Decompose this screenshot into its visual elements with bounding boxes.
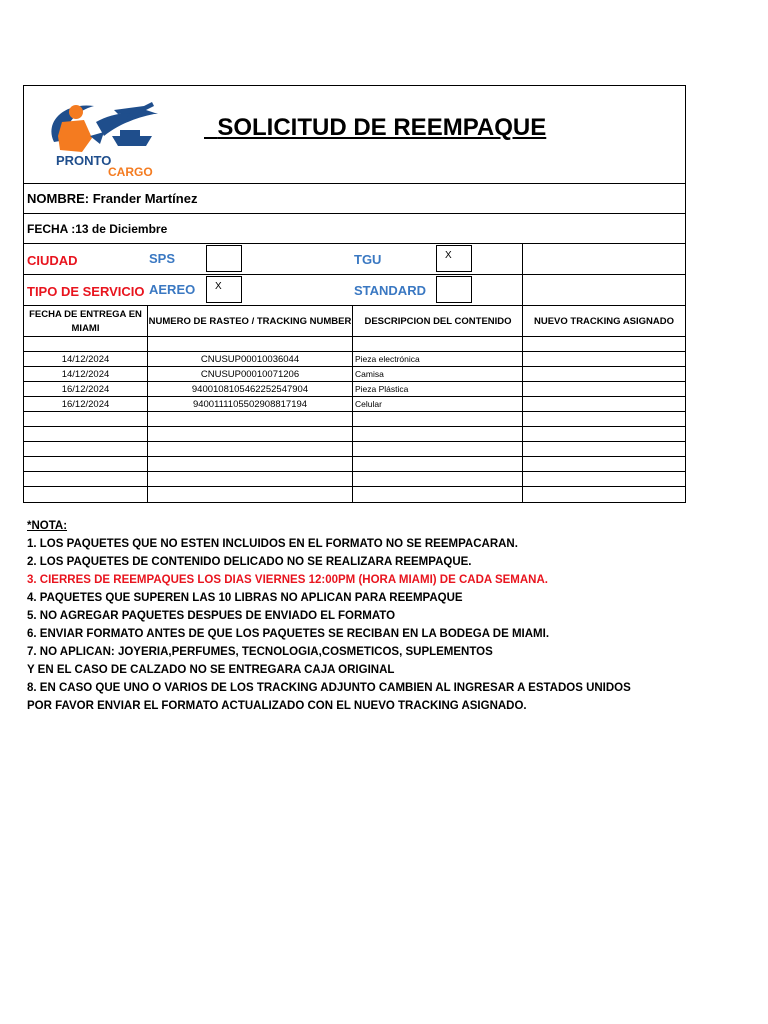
note-line-highlight: 3. CIERRES DE REEMPAQUES LOS DIAS VIERNES 12:00PM (HORA MIAMI) DE CADA SEMANA. (27, 574, 548, 586)
notes-title: *NOTA: (27, 520, 68, 532)
cell-tracking[interactable]: CNUSUP00010071206 (200, 369, 300, 380)
logo-text-pronto: PRONTO (56, 153, 112, 168)
form-header (24, 86, 685, 184)
servicio-label: TIPO DE SERVICIO (27, 284, 145, 299)
table-row (24, 382, 685, 397)
ciudad-option-tgu: TGU (354, 252, 382, 267)
note-line: POR FAVOR ENVIAR EL FORMATO ACTUALIZADO CON EL NUEVO TRACKING ASIGNADO. (27, 700, 527, 712)
table-row-empty[interactable] (24, 487, 685, 502)
standard-checkbox[interactable] (436, 276, 472, 303)
table-row-empty[interactable] (24, 427, 685, 442)
cell-fecha[interactable]: 14/12/2024 (61, 369, 110, 380)
cell-tracking[interactable]: 9400111105502908817194 (192, 399, 308, 410)
note-line: 7. NO APLICAN: JOYERIA,PERFUMES, TECNOLOGIA,COSMETICOS, SUPLEMENTOS (27, 646, 493, 658)
table-header (24, 306, 685, 337)
note-line: 5. NO AGREGAR PAQUETES DESPUES DE ENVIADO EL FORMATO (27, 610, 396, 622)
fecha-field[interactable]: FECHA :13 de Diciembre (27, 222, 168, 236)
cell-descripcion[interactable]: Pieza electrónica (355, 354, 420, 364)
divider (522, 275, 523, 305)
note-line: Y EN EL CASO DE CALZADO NO SE ENTREGARA CAJA ORIGINAL (27, 664, 395, 676)
table-row (24, 367, 685, 382)
ciudad-label: CIUDAD (27, 253, 78, 268)
note-line: 4. PAQUETES QUE SUPEREN LAS 10 LIBRAS NO APLICAN PARA REEMPAQUE (27, 592, 463, 604)
cell-nuevo-tracking[interactable] (525, 382, 685, 397)
note-line: 8. EN CASO QUE UNO O VARIOS DE LOS TRACKING ADJUNTO CAMBIEN AL INGRESAR A ESTADOS UNIDOS (27, 682, 631, 694)
table-row-empty[interactable] (24, 412, 685, 427)
logo-text-cargo: CARGO (108, 165, 153, 179)
cell-tracking[interactable]: CNUSUP00010036044 (200, 354, 300, 365)
notes-section (27, 517, 747, 715)
table-row (24, 352, 685, 367)
col-header-fecha: FECHA DE ENTREGA EN MIAMI (29, 308, 142, 334)
cell-descripcion[interactable]: Camisa (355, 369, 384, 379)
col-header-descripcion: DESCRIPCION DEL CONTENIDO (364, 315, 512, 327)
cell-nuevo-tracking[interactable] (525, 367, 685, 382)
divider (522, 244, 523, 274)
nombre-row (24, 184, 685, 214)
col-header-tracking: NUMERO DE RASTEO / TRACKING NUMBER (148, 315, 352, 327)
servicio-row (24, 275, 685, 306)
table-row-empty[interactable] (24, 472, 685, 487)
pronto-cargo-logo (34, 92, 164, 180)
ciudad-option-sps: SPS (149, 251, 176, 266)
fecha-row (24, 214, 685, 244)
cell-fecha[interactable]: 16/12/2024 (61, 384, 110, 395)
note-line: 1. LOS PAQUETES QUE NO ESTEN INCLUIDOS EN EL FORMATO NO SE REEMPACARAN. (27, 538, 518, 550)
servicio-option-standard: STANDARD (354, 283, 426, 298)
table-row-empty[interactable] (24, 442, 685, 457)
note-line: 2. LOS PAQUETES DE CONTENIDO DELICADO NO SE REALIZARA REEMPAQUE. (27, 556, 472, 568)
cell-nuevo-tracking[interactable] (525, 352, 685, 367)
page-title: SOLICITUD DE REEMPAQUE (217, 114, 547, 141)
cell-descripcion[interactable]: Pieza Plástica (355, 384, 409, 394)
note-line: 6. ENVIAR FORMATO ANTES DE QUE LOS PAQUETES SE RECIBAN EN LA BODEGA DE MIAMI. (27, 628, 550, 640)
col-header-nuevo-tracking: NUEVO TRACKING ASIGNADO (533, 315, 675, 327)
cell-fecha[interactable]: 16/12/2024 (61, 399, 110, 410)
table-row-empty[interactable] (24, 457, 685, 472)
aereo-checkbox[interactable]: X (206, 276, 242, 303)
cell-nuevo-tracking[interactable] (525, 397, 685, 412)
cell-tracking[interactable]: 9400108105462252547904 (191, 384, 309, 395)
tgu-checkbox[interactable]: X (436, 245, 472, 272)
ciudad-row (24, 244, 685, 275)
servicio-option-aereo: AEREO (149, 282, 196, 297)
table-row (24, 337, 685, 352)
table-row (24, 397, 685, 412)
repack-form (23, 85, 686, 503)
nombre-field[interactable]: NOMBRE: Frander Martínez (27, 191, 198, 206)
sps-checkbox[interactable] (206, 245, 242, 272)
cell-fecha[interactable]: 14/12/2024 (61, 354, 110, 365)
cell-descripcion[interactable]: Celular (355, 399, 382, 409)
